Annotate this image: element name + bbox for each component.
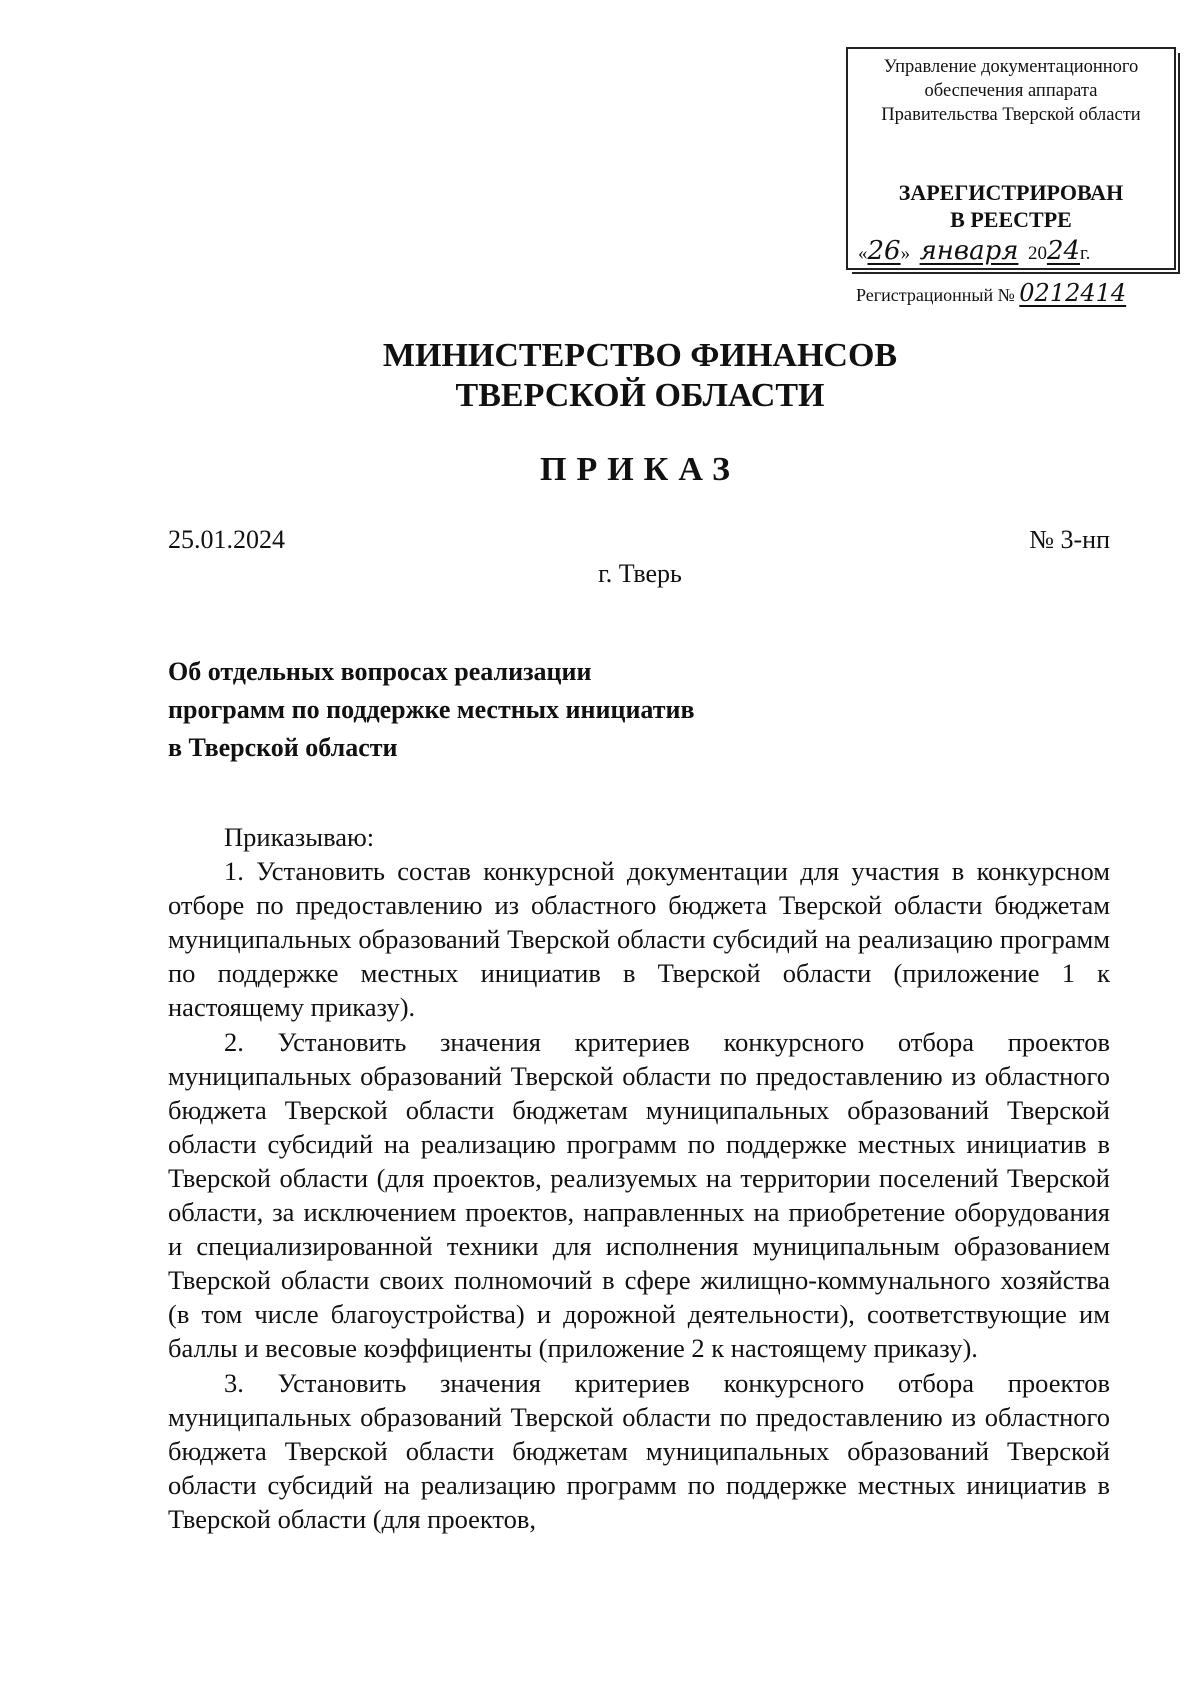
subject-line1: Об отдельных вопросах реализации — [168, 657, 592, 686]
order-title: ПРИКАЗ — [540, 451, 740, 488]
subject-line2: программ по поддержке местных инициатив — [168, 695, 695, 724]
stamp-date-year-unit: г. — [1080, 243, 1091, 264]
stamp-registration-number — [856, 281, 1168, 307]
stamp-org-line1: Управление документационного — [883, 57, 1139, 77]
order-city: г. Тверь — [598, 559, 682, 588]
ministry-title — [0, 336, 1200, 416]
order-number: № 3-нп — [1029, 525, 1110, 554]
body-item-2: 2. Установить значения критериев конкурсного отбора проектов муниципальных образований Тверской области по предоставлению из областного бюджета Тверской области бюджетам муниципальных образований Тверской области субсидий на реализацию программ по поддержке местных инициатив в Тверской области (для проектов, реализуемых на территории поселений Тверской области, за исключением проектов, направленных на приобретение оборудования и специализированной техники для исполнения муниципальным образованием Тверской области своих полномочий в сфере жилищно-коммунального хозяйства (в том числе благоустройства) и дорожной деятельности), соответствующие им баллы и весовые коэффициенты (приложение 2 к настоящему приказу). — [168, 1026, 1110, 1364]
ministry-line1: МИНИСТЕРСТВО ФИНАНСОВ — [382, 337, 898, 374]
stamp-status-line2: В РЕЕСТРЕ — [950, 207, 1072, 232]
order-date: 25.01.2024 — [168, 525, 285, 554]
body-intro: Приказываю: — [224, 822, 375, 852]
stamp-org-line2: обеспечения аппарата — [924, 81, 1098, 101]
order-body — [168, 820, 1110, 1536]
stamp-organization — [848, 55, 1174, 127]
ministry-line2: ТВЕРСКОЙ ОБЛАСТИ — [455, 377, 825, 414]
order-subject — [168, 653, 695, 767]
body-item-3: 3. Установить значения критериев конкурсного отбора проектов муниципальных образований Тверской области по предоставлению из областного бюджета Тверской области бюджетам муниципальных образований Тверской области субсидий на реализацию программ по поддержке местных инициатив в Тверской области (для проектов, — [168, 1367, 1110, 1534]
stamp-status — [848, 179, 1174, 233]
body-item-1: 1. Установить состав конкурсной документации для участия в конкурсном отборе по предоставлению из областного бюджета Тверской области бюджетам муниципальных образований Тверской области субсидий на реализацию программ по поддержке местных инициатив в Тверской области (приложение 1 к настоящему приказу). — [168, 856, 1110, 1023]
stamp-date-year-suffix: 24 — [1046, 236, 1081, 266]
stamp-date: «26» января 2024г. — [858, 236, 1091, 266]
stamp-date-year-prefix: 20 — [1027, 243, 1047, 264]
stamp-reg-label: Регистрационный № — [856, 285, 1015, 305]
registration-stamp — [846, 47, 1176, 307]
stamp-org-line3: Правительства Тверской области — [881, 105, 1141, 125]
stamp-date-day: 26 — [867, 236, 901, 266]
stamp-status-line1: ЗАРЕГИСТРИРОВАН — [898, 180, 1124, 205]
stamp-reg-number: 0212414 — [1019, 279, 1127, 307]
subject-line3: в Тверской области — [168, 733, 398, 762]
stamp-date-month: января — [919, 236, 1019, 266]
